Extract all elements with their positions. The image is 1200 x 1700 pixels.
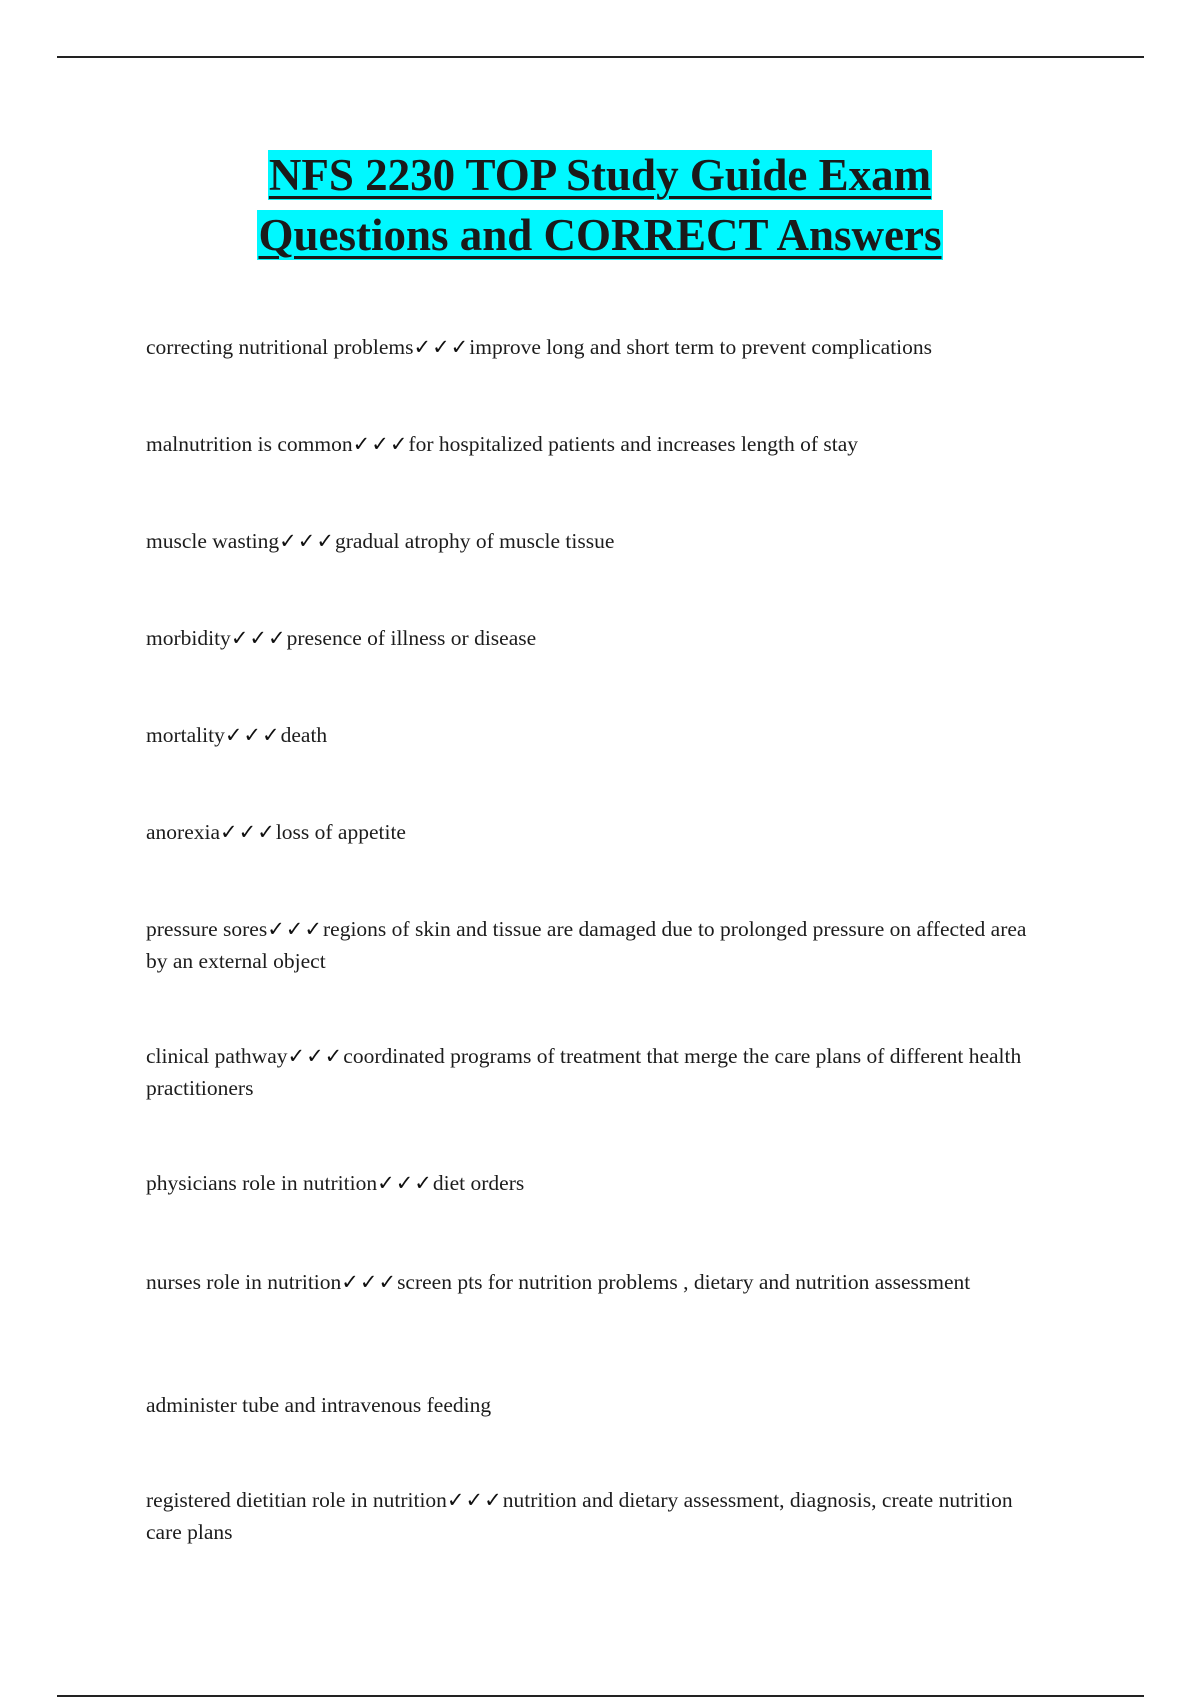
title-block (0, 145, 1200, 265)
qa-entry (146, 525, 1046, 557)
title-line-2: Questions and CORRECT Answers (258, 210, 942, 260)
qa-entry (146, 816, 1046, 848)
entry-term: muscle wasting (146, 529, 280, 553)
entry-term: correcting nutritional problems (146, 335, 414, 359)
entry-term: mortality (146, 723, 225, 747)
qa-entry (146, 622, 1046, 654)
check-icon: ✓✓✓ (267, 917, 323, 941)
entry-definition: presence of illness or disease (286, 626, 537, 650)
qa-entry-continuation (146, 1389, 1046, 1421)
document-title (257, 145, 942, 265)
qa-entry (146, 1484, 1046, 1548)
bottom-rule (57, 1695, 1144, 1697)
entry-definition: screen pts for nutrition problems , dietary and nutrition assessment (397, 1270, 971, 1294)
qa-entry (146, 331, 1046, 363)
check-icon: ✓✓✓ (224, 723, 281, 747)
qa-entry (146, 913, 1046, 977)
entry-definition: diet orders (432, 1171, 525, 1195)
entry-term: malnutrition is common (146, 432, 353, 456)
entry-definition: regions of skin and tissue are damaged due to prolonged pressure on affected area by an external object (146, 917, 1027, 973)
entry-term: registered dietitian role in nutrition (146, 1488, 447, 1512)
entry-definition: coordinated programs of treatment that merge the care plans of different health practitioners (146, 1044, 1022, 1100)
entry-term: morbidity (146, 626, 231, 650)
qa-entry (146, 1167, 1046, 1199)
entry-definition: gradual atrophy of muscle tissue (334, 529, 615, 553)
entry-term: clinical pathway (146, 1044, 288, 1068)
check-icon: ✓✓✓ (377, 1171, 433, 1195)
check-icon: ✓✓✓ (279, 529, 335, 553)
entry-text: administer tube and intravenous feeding (146, 1393, 492, 1417)
qa-entry (146, 1266, 1046, 1298)
entry-definition: improve long and short term to prevent complications (469, 335, 933, 359)
check-icon: ✓✓✓ (352, 432, 409, 456)
title-line-1: NFS 2230 TOP Study Guide Exam (268, 150, 932, 200)
entry-definition: nutrition and dietary assessment, diagnosis, create nutrition care plans (146, 1488, 1013, 1544)
top-rule (57, 56, 1144, 58)
check-icon: ✓✓✓ (230, 626, 287, 650)
entry-definition: loss of appetite (275, 820, 406, 844)
check-icon: ✓✓✓ (220, 820, 276, 844)
entry-term: nurses role in nutrition (146, 1270, 342, 1294)
entry-definition: for hospitalized patients and increases length of stay (408, 432, 858, 456)
check-icon: ✓✓✓ (413, 335, 470, 359)
qa-entry (146, 428, 1046, 460)
qa-entry (146, 1040, 1046, 1104)
check-icon: ✓✓✓ (341, 1270, 398, 1294)
entry-term: pressure sores (146, 917, 268, 941)
entry-definition: death (280, 723, 328, 747)
qa-entry (146, 719, 1046, 751)
check-icon: ✓✓✓ (287, 1044, 344, 1068)
check-icon: ✓✓✓ (446, 1488, 503, 1512)
entry-term: anorexia (146, 820, 221, 844)
entry-term: physicians role in nutrition (146, 1171, 378, 1195)
